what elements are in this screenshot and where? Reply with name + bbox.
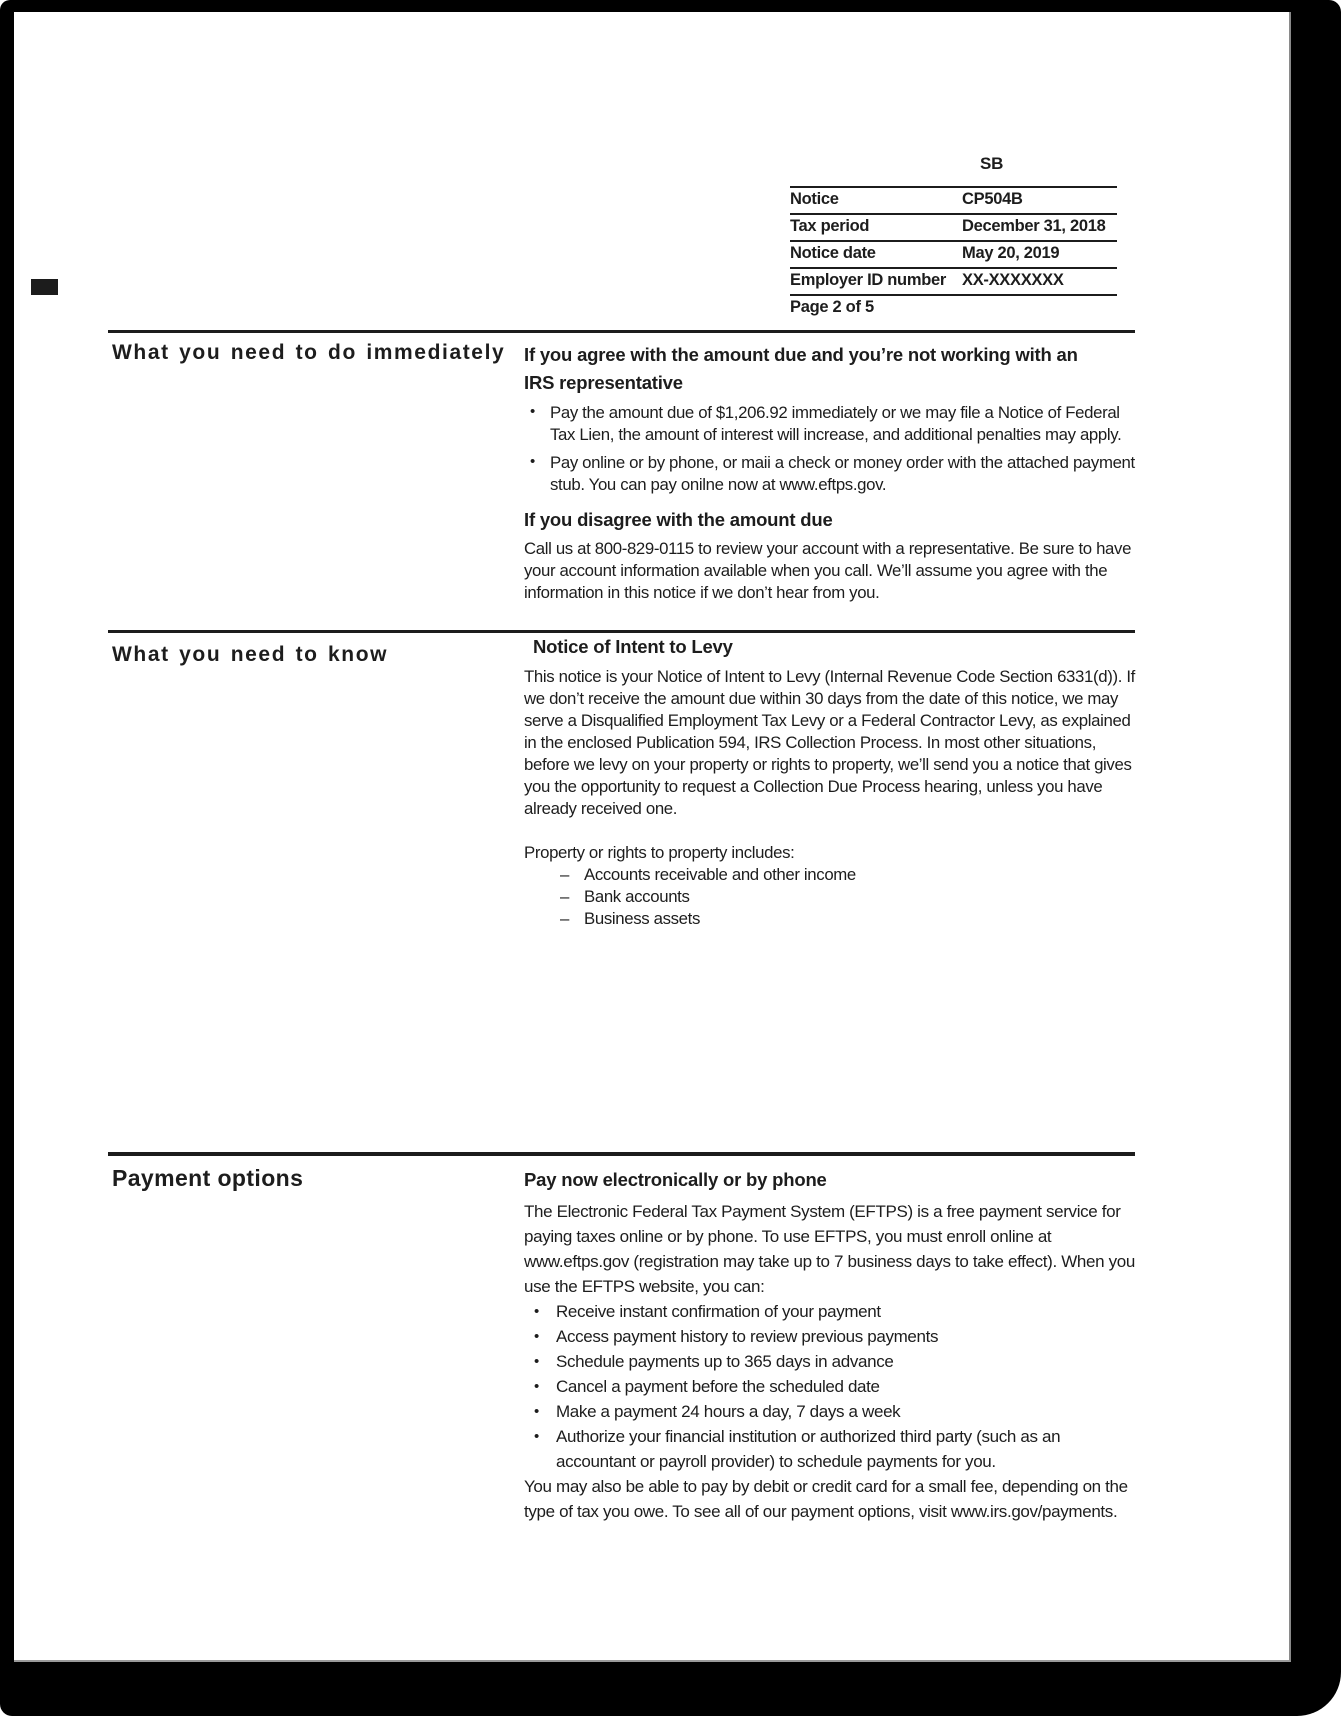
notice-header-table bbox=[790, 186, 1117, 321]
pay-now-heading: Pay now electronically or by phone bbox=[524, 1169, 827, 1190]
bullet-item: • Access payment history to review previous payments bbox=[524, 1324, 1138, 1349]
header-label: Notice bbox=[790, 190, 839, 208]
header-row bbox=[790, 240, 1117, 267]
section-divider bbox=[108, 1152, 1135, 1156]
spacer bbox=[524, 820, 1138, 842]
levy-heading: Notice of Intent to Levy bbox=[533, 636, 733, 657]
section-body-payment bbox=[524, 1164, 1138, 1524]
bullet-item: • Pay the amount due of $1,206.92 immediately or we may file a Notice of Federal Tax Lien, the amount of interest will increase, and additional penalties may apply. bbox=[524, 402, 1138, 446]
property-intro: Property or rights to property includes: bbox=[524, 843, 795, 862]
header-label: Tax period bbox=[790, 217, 870, 235]
section-body-know bbox=[524, 636, 1138, 930]
section-divider bbox=[108, 330, 1135, 333]
list-item: – Bank accounts bbox=[524, 886, 1138, 908]
paper-sheet bbox=[14, 12, 1291, 1662]
agree-bullet-list bbox=[524, 402, 1138, 496]
eftps-paragraph: The Electronic Federal Tax Payment System (EFTPS) is a free payment service for paying taxes online or by phone. To use EFTPS, you must enroll online at www.eftps.gov (registration may take up to 7 business days to take effect). When you use the EFTPS website, you can: bbox=[524, 1202, 1135, 1296]
section-heading-immediately: What you need to do immediately bbox=[112, 341, 506, 364]
agree-heading: If you agree with the amount due and you’re not working with an IRS representative bbox=[524, 344, 1078, 393]
header-value: CP504B bbox=[962, 190, 1023, 208]
bullet-item: • Make a payment 24 hours a day, 7 days a week bbox=[524, 1399, 1138, 1424]
bullet-item: • Authorize your financial institution or authorized third party (such as an accountant or payroll provider) to schedule payments for you. bbox=[524, 1424, 1138, 1474]
debit-credit-paragraph: You may also be able to pay by debit or credit card for a small fee, depending on the type of tax you owe. To see all of our payment options, visit www.irs.gov/payments. bbox=[524, 1477, 1128, 1521]
eftps-bullet-list bbox=[524, 1299, 1138, 1474]
header-row bbox=[790, 213, 1117, 240]
page-indicator: Page 2 of 5 bbox=[790, 294, 1117, 321]
bullet-item: • Schedule payments up to 365 days in advance bbox=[524, 1349, 1138, 1374]
header-value: XX-XXXXXXX bbox=[962, 271, 1064, 289]
list-item: – Business assets bbox=[524, 908, 1138, 930]
header-row bbox=[790, 186, 1117, 213]
scan-registration-mark bbox=[31, 279, 58, 295]
section-divider bbox=[108, 630, 1135, 633]
header-row bbox=[790, 267, 1117, 294]
disagree-paragraph: Call us at 800-829-0115 to review your account with a representative. Be sure to have your account information available when you call. We’ll assume you agree with the information in this notice if we don’t hear from you. bbox=[524, 539, 1132, 602]
section-heading-payment: Payment options bbox=[112, 1165, 304, 1191]
bullet-item: • Receive instant confirmation of your payment bbox=[524, 1299, 1138, 1324]
section-heading-know: What you need to know bbox=[112, 643, 389, 666]
property-list bbox=[524, 864, 1138, 930]
bullet-item: • Pay online or by phone, or maii a check or money order with the attached payment stub. You can pay onilne now at www.eftps.gov. bbox=[524, 452, 1138, 496]
section-body-immediately bbox=[524, 341, 1138, 604]
disagree-heading: If you disagree with the amount due bbox=[524, 509, 833, 530]
header-label: Notice date bbox=[790, 244, 876, 262]
list-item: – Accounts receivable and other income bbox=[524, 864, 1138, 886]
levy-paragraph: This notice is your Notice of Intent to Levy (Internal Revenue Code Section 6331(d)). If we don’t receive the amount due within 30 days from the date of this notice, we may serve a Disqualified Employment Tax Levy or a Federal Contractor Levy, as explained in the enclosed Publication 594, IRS Collection Process. In most other situations, before we levy on your property or rights to property, we’ll send you a notice that gives you the opportunity to request a Collection Due Process hearing, unless you have already received one. bbox=[524, 667, 1135, 818]
header-value: December 31, 2018 bbox=[962, 217, 1106, 235]
header-value: May 20, 2019 bbox=[962, 244, 1060, 262]
bullet-item: • Cancel a payment before the scheduled date bbox=[524, 1374, 1138, 1399]
header-label: Employer ID number bbox=[790, 271, 946, 289]
region-code: SB bbox=[980, 154, 1004, 173]
